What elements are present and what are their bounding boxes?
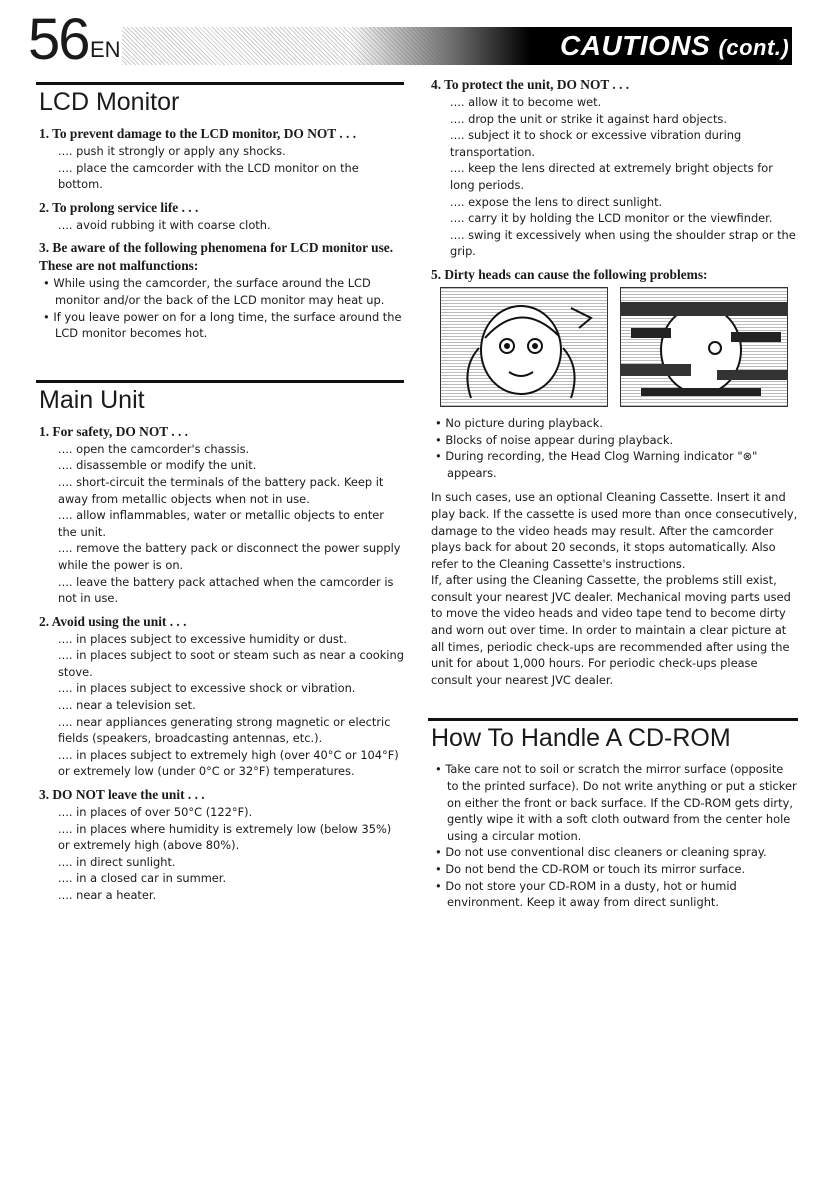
page-title bbox=[560, 28, 792, 64]
list-item: .... subject it to shock or excessive vibration during transportation. bbox=[450, 128, 742, 159]
list-item: .... disassemble or modify the unit. bbox=[58, 458, 257, 473]
list-item: .... leave the battery pack attached when the camcorder is not in use. bbox=[58, 574, 394, 606]
section-rule bbox=[36, 82, 404, 85]
bullet-item: • Take care not to soil or scratch the mirror surface (opposite to the printed surface). Do not write anything or put a sticker on either the front or back surface. If the CD-ROM gets dirty, gently wipe it with a soft cloth outward from the center hole using a circular motion. bbox=[435, 762, 797, 843]
cleaning-paragraph: In such cases, use an optional Cleaning Cassette. Insert it and play back. If the cassette is used more than once consecutively, damage to the video heads may result. After the camcorder plays back for about 20 seconds, it stops automatically. Also refer to the Cleaning Cassette's instructions. bbox=[431, 490, 798, 571]
list-item: .... short-circuit the terminals of the battery pack. Keep it away from metallic objects when not in use. bbox=[58, 474, 384, 506]
language-code: EN bbox=[90, 37, 121, 62]
lcd-item-3-subheading: These are not malfunctions: bbox=[39, 258, 199, 274]
section-rule bbox=[36, 380, 404, 383]
bullet-item: • No picture during playback. bbox=[435, 415, 604, 430]
list-item: .... allow it to become wet. bbox=[450, 95, 602, 109]
right-column bbox=[428, 72, 798, 911]
bullet-item: • Do not store your CD-ROM in a dusty, hot or humid environment. Keep it away from direct sunlight. bbox=[435, 878, 737, 910]
main-item-3-heading: 3. DO NOT leave the unit . . . bbox=[39, 787, 205, 803]
header-gradient bbox=[350, 27, 530, 65]
list-item: .... avoid rubbing it with coarse cloth. bbox=[58, 217, 271, 232]
list-item: .... keep the lens directed at extremely bright objects for long periods. bbox=[450, 161, 773, 192]
list-item: .... near a heater. bbox=[58, 888, 157, 902]
section-rule bbox=[428, 718, 798, 721]
list-item: .... place the camcorder with the LCD monitor on the bottom. bbox=[58, 160, 359, 192]
main-item-5-heading: 5. Dirty heads can cause the following problems: bbox=[431, 266, 708, 282]
list-item: .... in a closed car in summer. bbox=[58, 871, 227, 886]
bullet-item: • If you leave power on for a long time, the surface around the LCD monitor becomes hot. bbox=[43, 309, 402, 341]
illustration-noise-blocks bbox=[620, 287, 788, 407]
bullet-item: • During recording, the Head Clog Warning indicator "⊗" appears. bbox=[435, 449, 758, 480]
dirty-heads-illustrations bbox=[440, 287, 798, 407]
list-item: .... drop the unit or strike it against hard objects. bbox=[450, 111, 727, 126]
main-item-1-heading: 1. For safety, DO NOT . . . bbox=[39, 423, 189, 439]
page-title-main: CAUTIONS bbox=[560, 30, 711, 61]
list-item: .... in places subject to excessive shock or vibration. bbox=[58, 681, 356, 696]
page-title-suffix: (cont.) bbox=[718, 35, 790, 60]
lcd-item-3-heading: 3. Be aware of the following phenomena for LCD monitor use. bbox=[39, 240, 394, 256]
lcd-item-1-heading: 1. To prevent damage to the LCD monitor, DO NOT . . . bbox=[39, 126, 357, 141]
list-item: .... remove the battery pack or disconnect the power supply while the power is on. bbox=[58, 541, 401, 572]
main-item-2-heading: 2. Avoid using the unit . . . bbox=[39, 613, 187, 629]
list-item: .... in places of over 50°C (122°F). bbox=[58, 805, 253, 820]
section-title-lcd: LCD Monitor bbox=[39, 88, 180, 116]
illustration-no-picture bbox=[440, 287, 608, 407]
list-item: .... in places subject to excessive humidity or dust. bbox=[58, 631, 347, 646]
left-column bbox=[36, 82, 404, 904]
list-item: .... allow inflammables, water or metallic objects to enter the unit. bbox=[58, 508, 384, 539]
dealer-paragraph: If, after using the Cleaning Cassette, the problems still exist, consult your nearest JVC dealer. Mechanical moving parts used to move the video heads and video tape tend to become dirty and worn out over time. In order to maintain a clear picture at all times, periodic check-ups are recommended after using the unit for about 1,000 hours. For periodic check-ups please consult your nearest JVC dealer. bbox=[431, 573, 791, 687]
list-item: .... near a television set. bbox=[58, 698, 196, 713]
bullet-item: • Blocks of noise appear during playback. bbox=[435, 432, 674, 447]
list-item: .... expose the lens to direct sunlight. bbox=[450, 194, 663, 209]
page-number: 56 bbox=[28, 7, 89, 72]
bullet-item: • While using the camcorder, the surface around the LCD monitor and/or the back of the LCD monitor may heat up. bbox=[43, 276, 385, 307]
section-title-main-unit: Main Unit bbox=[39, 385, 145, 414]
lcd-item-2-heading: 2. To prolong service life . . . bbox=[39, 199, 199, 215]
bullet-item: • Do not bend the CD-ROM or touch its mirror surface. bbox=[435, 862, 746, 876]
list-item: .... push it strongly or apply any shocks. bbox=[58, 144, 286, 158]
list-item: .... near appliances generating strong magnetic or electric fields (speakers, broadcasting antennas, etc.). bbox=[58, 714, 391, 746]
list-item: .... open the camcorder's chassis. bbox=[58, 441, 250, 456]
list-item: .... carry it by holding the LCD monitor or the viewfinder. bbox=[450, 211, 773, 226]
list-item: .... in places where humidity is extremely low (below 35%) or extremely high (above 80%). bbox=[58, 821, 392, 853]
section-title-cdrom: How To Handle A CD-ROM bbox=[431, 724, 731, 753]
bullet-item: • Do not use conventional disc cleaners or cleaning spray. bbox=[435, 845, 767, 860]
list-item: .... in places subject to soot or steam such as near a cooking stove. bbox=[58, 648, 404, 679]
list-item: .... swing it excessively when using the shoulder strap or the grip. bbox=[450, 227, 796, 259]
main-item-4-heading: 4. To protect the unit, DO NOT . . . bbox=[431, 77, 630, 92]
list-item: .... in places subject to extremely high (over 40°C or 104°F) or extremely low (under 0°C or 32°F) temperatures. bbox=[58, 747, 399, 779]
list-item: .... in direct sunlight. bbox=[58, 854, 176, 869]
